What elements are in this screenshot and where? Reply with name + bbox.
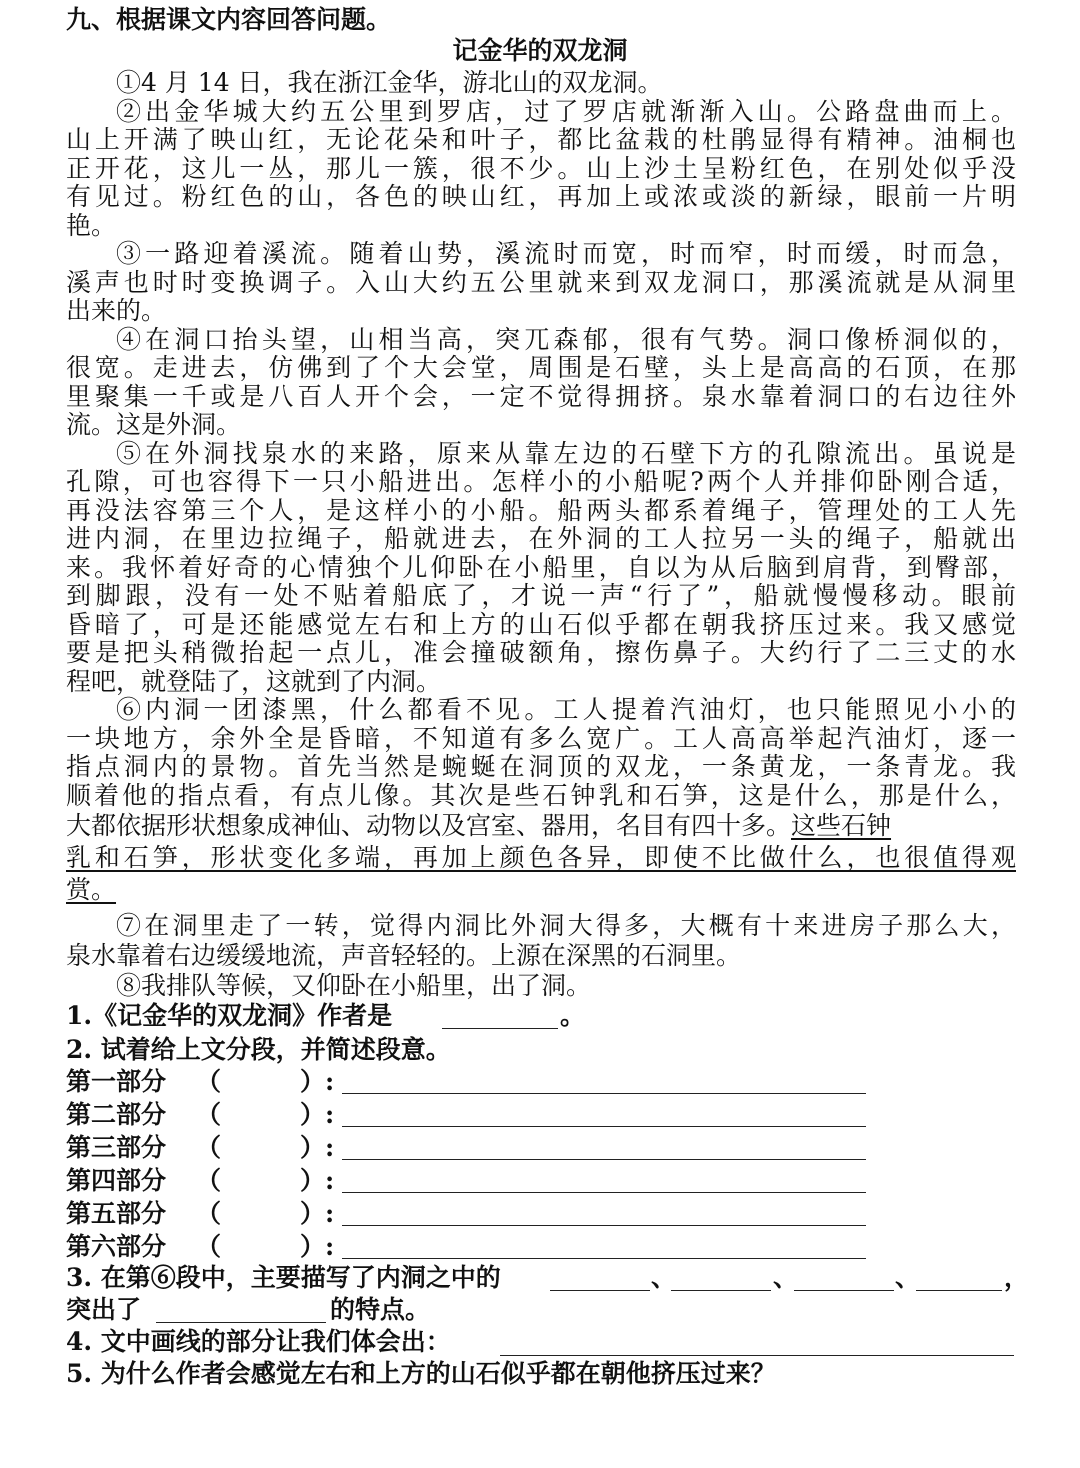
- part-label: 第四部分: [66, 1166, 167, 1195]
- paren-open: （: [196, 1100, 222, 1129]
- question-3-end: 的特点。: [330, 1295, 431, 1324]
- passage-line: 流。这是外洞。: [66, 410, 242, 439]
- passage-line: 再没法容第三个人，是这样小的小船。船两头都系着绳子，管理处的工人先: [66, 495, 1016, 525]
- question-3: 3. 在第⑥段中，主要描写了内洞之中的: [66, 1263, 501, 1292]
- answer-line-part[interactable]: [342, 1192, 866, 1193]
- passage-line: 一块地方，余外全是昏暗，不知道有多么宽广。工人高高举起汽油灯，逐一: [66, 723, 1016, 753]
- answer-blank-scene-2[interactable]: [671, 1290, 771, 1291]
- passage-line: ⑤在外洞找泉水的来路，原来从靠左边的石壁下方的孔隙流出。虽说是: [116, 438, 1016, 468]
- passage-line-underlined-start: [66, 810, 1016, 842]
- passage-line: ①4 月 14 日，我在浙江金华，游北山的双龙洞。: [116, 68, 663, 97]
- section-heading: 九、根据课文内容回答问题。: [66, 5, 392, 34]
- passage-line: 指点洞内的景物。首先当然是蜿蜒在洞顶的双龙，一条黄龙，一条青龙。我: [66, 752, 1016, 781]
- passage-line: ⑧我排队等候，又仰卧在小船里，出了洞。: [116, 971, 592, 1000]
- answer-line-part[interactable]: [342, 1258, 866, 1259]
- passage-line: 出来的。: [66, 296, 167, 325]
- passage-line: 正开花，这儿一丛，那儿一簇，很不少。山上沙土呈粉红色，在别处似乎没: [66, 153, 1016, 183]
- paren-open: （: [196, 1067, 222, 1096]
- passage-line: ③一路迎着溪流。随着山势，溪流时而宽，时而窄，时而缓，时而急，: [116, 239, 1016, 268]
- underlined-text: 这些石钟: [791, 811, 892, 840]
- passage-line: 山上开满了映山红，无论花朵和叶子，都比盆栽的杜鹃显得有精神。油桐也: [66, 125, 1016, 154]
- passage-line: 要是把头稍微抬起一点儿，准会撞破额角，擦伤鼻子。大约行了二三丈的水: [66, 638, 1016, 667]
- passage-line: 进内洞，在里边拉绳子，船就进去，在外洞的工人拉另一头的绳子，船就出: [66, 524, 1016, 553]
- question-2: 2. 试着给上文分段，并简述段意。: [66, 1035, 451, 1064]
- paren-open: （: [196, 1232, 222, 1261]
- comma: ，: [1004, 1263, 1030, 1292]
- paren-open: （: [196, 1166, 222, 1195]
- passage-line: ②出金华城大约五公里到罗店，过了罗店就渐渐入山。公路盘曲而上。: [116, 96, 1016, 126]
- separator: 、: [895, 1263, 921, 1292]
- answer-blank-author[interactable]: [442, 1028, 558, 1029]
- question-5: 5. 为什么作者会感觉左右和上方的山石似乎都在朝他挤压过来？: [66, 1359, 776, 1388]
- passage-line: 来。我怀着好奇的心情独个儿仰卧在小船里，自以为从后脑到肩背，到臀部，: [66, 552, 1016, 582]
- passage-line: 很宽。走进去，仿佛到了个大会堂，周围是石壁，头上是高高的石顶，在那: [66, 353, 1016, 382]
- paren-close: ）:: [300, 1232, 335, 1261]
- paren-open: （: [196, 1133, 222, 1162]
- part-label: 第一部分: [66, 1067, 167, 1096]
- answer-blank-scene-4[interactable]: [916, 1290, 1002, 1291]
- passage-text: 大都依据形状想象成神仙、动物以及宫室、器用，名目有四十多。: [66, 811, 792, 840]
- paren-close: ）:: [300, 1166, 335, 1195]
- answer-blank-feature[interactable]: [156, 1322, 326, 1323]
- passage-line: 里聚集一千或是八百人开个会，一定不觉得拥挤。泉水靠着洞口的右边往外: [66, 381, 1016, 411]
- passage-line: ④在洞口抬头望，山相当高，突兀森郁，很有气势。洞口像桥洞似的，: [116, 324, 1016, 354]
- passage-line: 到脚跟，没有一处不贴着船底了，才说一声“行了”，船就慢慢移动。眼前: [66, 581, 1016, 610]
- part-label: 第三部分: [66, 1133, 167, 1162]
- answer-line-part[interactable]: [342, 1225, 866, 1226]
- question-1-end: 。: [560, 1001, 586, 1030]
- passage-line: 艳。: [66, 210, 117, 240]
- paren-close: ）:: [300, 1133, 335, 1162]
- underlined-text: 赏。: [66, 875, 117, 904]
- question-4: 4. 文中画线的部分让我们体会出：: [66, 1327, 451, 1356]
- separator: 、: [773, 1263, 799, 1292]
- passage-line: 昏暗了，可是还能感觉左右和上方的山石似乎都在朝我挤压过来。我又感觉: [66, 609, 1016, 639]
- passage-title: 记金华的双龙洞: [452, 36, 628, 65]
- question-1: 1.《记金华的双龙洞》作者是: [66, 1001, 393, 1030]
- answer-blank-q4[interactable]: [500, 1355, 1014, 1356]
- answer-blank-scene-3[interactable]: [794, 1290, 894, 1291]
- question-3-cont: 突出了: [66, 1295, 142, 1324]
- paren-close: ）:: [300, 1199, 335, 1228]
- paren-close: ）:: [300, 1100, 335, 1129]
- paren-open: （: [196, 1199, 222, 1228]
- passage-line: 程吧，就登陆了，这就到了内洞。: [66, 666, 442, 696]
- part-label: 第五部分: [66, 1199, 167, 1228]
- part-label: 第二部分: [66, 1100, 167, 1129]
- passage-line: 有见过。粉红色的山，各色的映山红，再加上或浓或淡的新绿，眼前一片明: [66, 182, 1016, 211]
- passage-line: 泉水靠着右边缓缓地流，声音轻轻的。上源在深黑的石洞里。: [66, 941, 742, 970]
- answer-line-part[interactable]: [342, 1093, 866, 1094]
- passage-line: 孔隙，可也容得下一只小船进出。怎样小的小船呢?两个人并排仰卧刚合适，: [66, 467, 1016, 496]
- paren-close: ）:: [300, 1067, 335, 1096]
- passage-line: 顺着他的指点看，有点儿像。其次是些石钟乳和石笋，这是什么，那是什么，: [66, 780, 1016, 810]
- passage-line: ⑦在洞里走了一转，觉得内洞比外洞大得多，大概有十来进房子那么大，: [116, 911, 1016, 940]
- underlined-line-end: [66, 874, 1016, 906]
- answer-blank-scene-1[interactable]: [550, 1290, 650, 1291]
- separator: 、: [651, 1263, 677, 1292]
- passage-line: 溪声也时时变换调子。入山大约五公里就来到双龙洞口，那溪流就是从洞里: [66, 267, 1016, 297]
- answer-line-part[interactable]: [342, 1126, 866, 1127]
- passage-line: ⑥内洞一团漆黑，什么都看不见。工人提着汽油灯，也只能照见小小的: [116, 695, 1016, 724]
- answer-line-part[interactable]: [342, 1159, 866, 1160]
- underlined-line: 乳和石笋，形状变化多端，再加上颜色各异，即使不比做什么，也很值得观: [66, 843, 1016, 872]
- part-label: 第六部分: [66, 1232, 167, 1261]
